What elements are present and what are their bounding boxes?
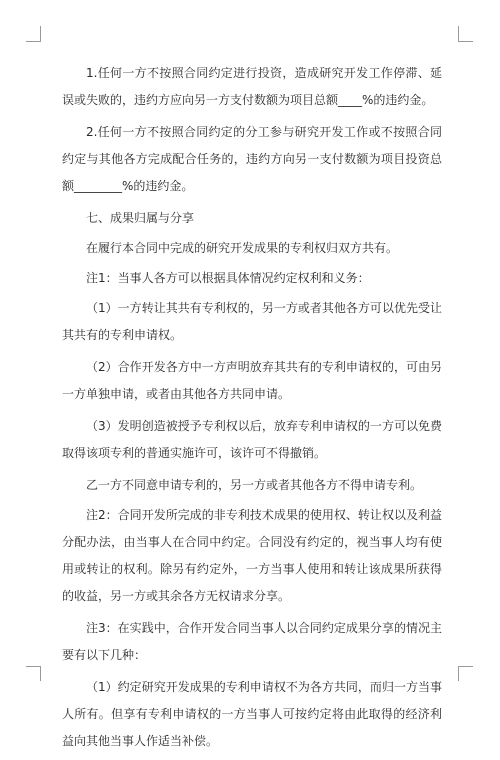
note-1: 注1：当事人各方可以根据具体情况约定权利和义务： <box>86 271 370 285</box>
note-2: 注2：合同开发所完成的非专利技术成果的使用权、转让权以及利益分配办法，由当事人在合同中约定。合同没有约定的，视当事人均有使用或转让的权利。除另有约定外，一方当事人使用和转让该成果所获得的收益，另一方或其余各方无权请求分享。 <box>62 508 442 603</box>
section-heading: 七、成果归属与分享 <box>86 211 195 225</box>
ownership-statement: 在履行本合同中完成的研究开发成果的专利权归双方共有。 <box>86 241 399 255</box>
clause-investment-breach: 1.任何一方不按照合同约定进行投资，造成研究开发工作停滞、延误或失败的，违约方应向另一方支付数额为项目总额____%的违约金。 <box>62 66 442 107</box>
note-1-item-2: （2）合作开发各方中一方声明放弃其共有的专利申请权的，可由另一方单独申请，或者由其他各方共同申请。 <box>62 360 442 401</box>
note-3-item-1: （1）约定研究开发成果的专利申请权不为各方共同，而归一方当事人所有。但享有专利申请权的一方当事人可按约定将由此取得的经济利益向其他当事人作适当补偿。 <box>62 680 442 748</box>
note-1-item-1: （1）一方转让其共有专利权的，另一方或者其他各方可以优先受让其共有的专利申请权。 <box>62 301 442 342</box>
note-1-item-3: （3）发明创造被授予专利权以后，放弃专利申请权的一方可以免费取得该项专利的普通实施许可，该许可不得撤销。 <box>62 419 442 460</box>
clause-cooperation-breach: 2.任何一方不按照合同约定的分工参与研究开发工作或不按照合同约定与其他各方完成配合任务的，违约方向另一支付数额为项目投资总额________%的违约金。 <box>62 125 442 193</box>
document-body <box>62 60 442 760</box>
refusal-clause: 乙一方不同意申请专利的，另一方或者其他各方不得申请专利。 <box>86 478 423 492</box>
note-3: 注3：在实践中，合作开发合同当事人以合同约定成果分享的情况主要有以下几种： <box>62 621 442 662</box>
